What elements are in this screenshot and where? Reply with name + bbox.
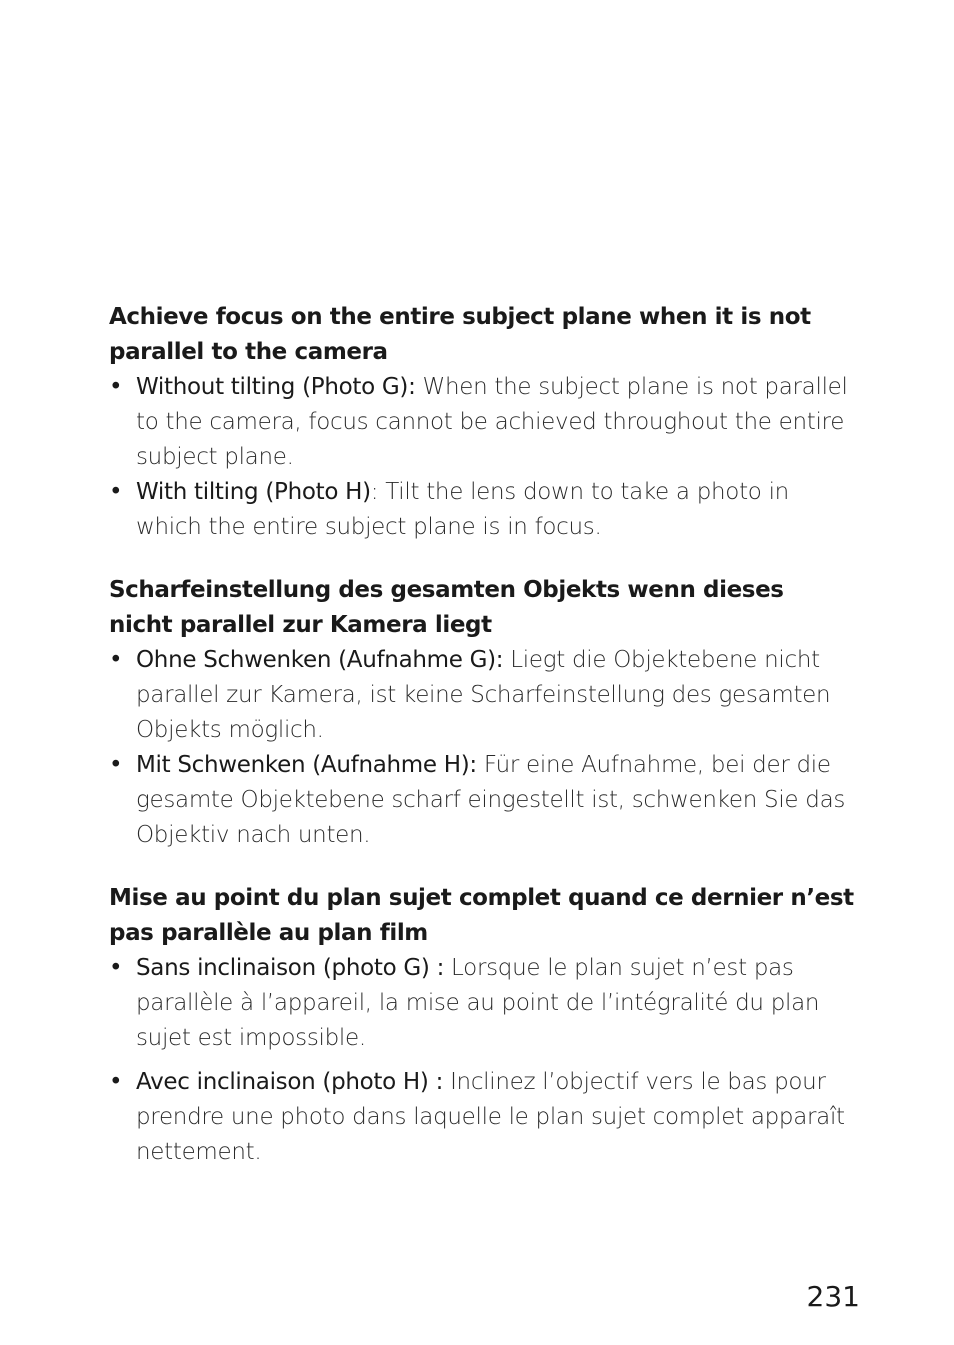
list-item	[109, 643, 854, 748]
section-english	[109, 300, 854, 545]
section-heading: Scharfeinstellung des gesamten Objekts wenn dieses nicht parallel zur Kamera liegt	[109, 577, 784, 638]
item-body: : Tilt the lens down to take a photo in which the entire subject plane is in focus.	[136, 479, 789, 540]
bullet-icon: •	[109, 752, 123, 778]
bullet-icon: •	[109, 647, 123, 673]
item-body: Lorsque le plan sujet n’est pas parallèle à l’appareil, la mise au point de l’intégralité du plan sujet est impossible.	[136, 955, 820, 1051]
page-content	[109, 300, 854, 1198]
bullet-list	[109, 951, 854, 1170]
page-number: 231	[806, 1280, 860, 1313]
list-item	[109, 951, 854, 1056]
item-body: Für eine Aufnahme, bei der die gesamte Objektebene scharf eingestellt ist, schwenken Sie das Objektiv nach unten.	[136, 752, 846, 848]
bullet-icon: •	[109, 374, 123, 400]
bullet-icon: •	[109, 479, 123, 505]
item-body: When the subject plane is not parallel to the camera, focus cannot be achieved throughout the entire subject plane.	[136, 374, 848, 470]
bullet-list	[109, 643, 854, 853]
section-german	[109, 573, 854, 853]
item-body: Inclinez l’objectif vers le bas pour prendre une photo dans laquelle le plan sujet complet apparaît nettement.	[136, 1069, 845, 1165]
item-lead: Ohne Schwenken (Aufnahme G):	[136, 647, 504, 673]
bullet-icon: •	[109, 955, 123, 981]
list-item	[109, 370, 854, 475]
list-item	[109, 475, 854, 545]
item-lead: Avec inclinaison (photo H) :	[136, 1069, 444, 1095]
section-french	[109, 881, 854, 1170]
section-heading: Mise au point du plan sujet complet quand ce dernier n’est pas parallèle au plan film	[109, 885, 854, 946]
item-body: Liegt die Objektebene nicht parallel zur Kamera, ist keine Scharfeinstellung des gesamten Objekts möglich.	[136, 647, 831, 743]
item-lead: Mit Schwenken (Aufnahme H):	[136, 752, 477, 778]
item-lead: With tilting (Photo H)	[136, 479, 371, 505]
bullet-list	[109, 370, 854, 545]
item-lead: Sans inclinaison (photo G) :	[136, 955, 445, 981]
bullet-icon: •	[109, 1069, 123, 1095]
section-heading: Achieve focus on the entire subject plane when it is not parallel to the camera	[109, 304, 811, 365]
list-item	[109, 1065, 854, 1170]
item-lead: Without tilting (Photo G):	[136, 374, 416, 400]
list-item	[109, 748, 854, 853]
